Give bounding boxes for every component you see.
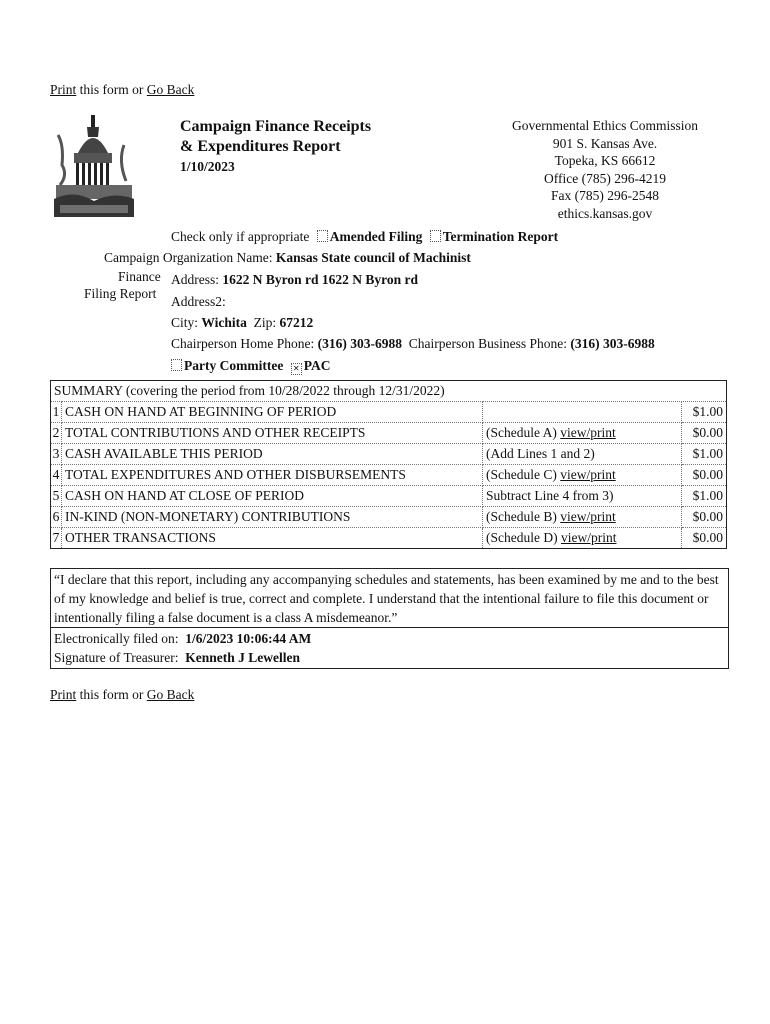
agency-city: Topeka, KS 66612 — [554, 153, 656, 169]
row-schedule: (Schedule D) view/print — [483, 528, 682, 549]
go-back-link-bottom[interactable]: Go Back — [146, 687, 195, 702]
zip-value: 67212 — [279, 315, 314, 330]
nav-text-top: this form or — [76, 82, 147, 97]
address-value: 1622 N Byron rd 1622 N Byron rd — [222, 272, 419, 287]
row-amount: $0.00 — [682, 465, 727, 486]
signature-value: Kenneth J Lewellen — [185, 650, 300, 665]
summary-header-row — [51, 381, 727, 402]
address-label: Address: — [171, 272, 223, 287]
row-label: CASH ON HAND AT CLOSE OF PERIOD — [62, 486, 483, 507]
go-back-link-top[interactable]: Go Back — [146, 82, 195, 97]
home-phone-value: (316) 303-6988 — [317, 336, 402, 351]
row-schedule: (Schedule B) view/print — [483, 507, 682, 528]
nav-text-bottom: this form or — [76, 687, 147, 702]
filed-on-label: Electronically filed on: — [54, 631, 186, 646]
termination-report-checkbox[interactable] — [430, 230, 441, 242]
summary-table — [50, 380, 727, 549]
signature-line — [54, 648, 725, 667]
agency-address — [492, 117, 718, 223]
report-title-line2: & Expenditures Report — [180, 138, 341, 155]
row-schedule: (Schedule A) view/print — [483, 423, 682, 444]
report-title — [180, 117, 371, 177]
filing-info — [50, 627, 729, 669]
check-prompt: Check only if appropriate — [171, 229, 310, 244]
top-nav — [50, 82, 194, 98]
org-name-value: Kansas State council of Machinist — [275, 250, 471, 265]
row-label: TOTAL EXPENDITURES AND OTHER DISBURSEMENTS — [62, 465, 483, 486]
declaration-text: “I declare that this report, including any accompanying schedules and statements, has been examined by me and to the best of my knowledge and belief is true, correct and complete. I understand that the intentional failure to file this document or intentionally filing a false document is a class A misdemeanor.” — [50, 568, 729, 629]
report-date: 1/10/2023 — [180, 159, 235, 174]
filed-on-line — [54, 629, 725, 648]
schedule-a-view-print-link[interactable]: view/print — [560, 425, 616, 440]
org-name-label: Campaign Organization Name: — [104, 250, 276, 265]
home-phone-label: Chairperson Home Phone: — [171, 336, 318, 351]
bottom-nav — [50, 687, 194, 703]
schedule-d-view-print-link[interactable]: view/print — [560, 530, 617, 545]
address2-label: Address2: — [171, 294, 226, 309]
business-phone-label: Chairperson Business Phone: — [401, 336, 571, 351]
report-title-line1: Campaign Finance Receipts — [180, 118, 372, 135]
kansas-capitol-seal-icon — [54, 115, 134, 217]
schedule-b-view-print-link[interactable]: view/print — [560, 509, 616, 524]
row-label: TOTAL CONTRIBUTIONS AND OTHER RECEIPTS — [62, 423, 483, 444]
row-amount: $1.00 — [682, 444, 727, 465]
table-row — [51, 507, 727, 528]
city-label: City: — [171, 315, 202, 330]
committee-type-line — [171, 358, 330, 375]
row-number: 3 — [51, 444, 62, 465]
row-schedule: (Add Lines 1 and 2) — [483, 444, 682, 465]
amended-filing-label: Amended Filing — [329, 229, 423, 244]
business-phone-value: (316) 303-6988 — [570, 336, 655, 351]
filed-on-value: 1/6/2023 10:06:44 AM — [185, 631, 312, 646]
termination-report-label: Termination Report — [442, 229, 559, 244]
row-label: CASH AVAILABLE THIS PERIOD — [62, 444, 483, 465]
row-amount: $0.00 — [682, 507, 727, 528]
row-label: OTHER TRANSACTIONS — [62, 528, 483, 549]
row-schedule: (Schedule C) view/print — [483, 465, 682, 486]
address-line — [171, 272, 418, 288]
table-row — [51, 423, 727, 444]
print-link-top[interactable]: Print — [50, 82, 77, 97]
table-row — [51, 528, 727, 549]
row-schedule — [483, 402, 682, 423]
row-label: CASH ON HAND AT BEGINNING OF PERIOD — [62, 402, 483, 423]
agency-name: Governmental Ethics Commission — [512, 118, 698, 133]
agency-street: 901 S. Kansas Ave. — [552, 135, 658, 151]
signature-label: Signature of Treasurer: — [54, 650, 186, 665]
schedule-c-view-print-link[interactable]: view/print — [560, 467, 616, 482]
pac-checkbox[interactable]: ✕ — [291, 363, 302, 375]
agency-website: ethics.kansas.gov — [557, 205, 653, 221]
table-row — [51, 465, 727, 486]
party-committee-label: Party Committee — [184, 358, 284, 373]
filing-type-line — [171, 229, 558, 245]
row-number: 1 — [51, 402, 62, 423]
row-number: 4 — [51, 465, 62, 486]
zip-label: Zip: — [246, 315, 280, 330]
row-amount: $1.00 — [682, 486, 727, 507]
table-row — [51, 444, 727, 465]
phones-line — [171, 336, 655, 352]
row-amount: $0.00 — [682, 423, 727, 444]
org-name-line — [104, 250, 471, 266]
agency-fax: Fax (785) 296-2548 — [551, 188, 659, 204]
amended-filing-checkbox[interactable] — [317, 230, 328, 242]
city-value: Wichita — [201, 315, 247, 330]
pac-label: PAC — [303, 358, 331, 373]
row-schedule: Subtract Line 4 from 3) — [483, 486, 682, 507]
summary-header: SUMMARY (covering the period from 10/28/2022 through 12/31/2022) — [51, 381, 727, 402]
print-link-bottom[interactable]: Print — [50, 687, 77, 702]
side-label-filing-report: Filing Report — [84, 286, 157, 301]
row-number: 5 — [51, 486, 62, 507]
side-label-finance: Finance — [118, 269, 161, 284]
row-amount: $0.00 — [682, 528, 727, 549]
row-number: 6 — [51, 507, 62, 528]
row-amount: $1.00 — [682, 402, 727, 423]
table-row — [51, 486, 727, 507]
city-zip-line — [171, 315, 313, 331]
table-row — [51, 402, 727, 423]
row-label: IN-KIND (NON-MONETARY) CONTRIBUTIONS — [62, 507, 483, 528]
row-number: 2 — [51, 423, 62, 444]
agency-office-phone: Office (785) 296-4219 — [544, 170, 666, 186]
row-number: 7 — [51, 528, 62, 549]
party-committee-checkbox[interactable] — [171, 359, 182, 371]
